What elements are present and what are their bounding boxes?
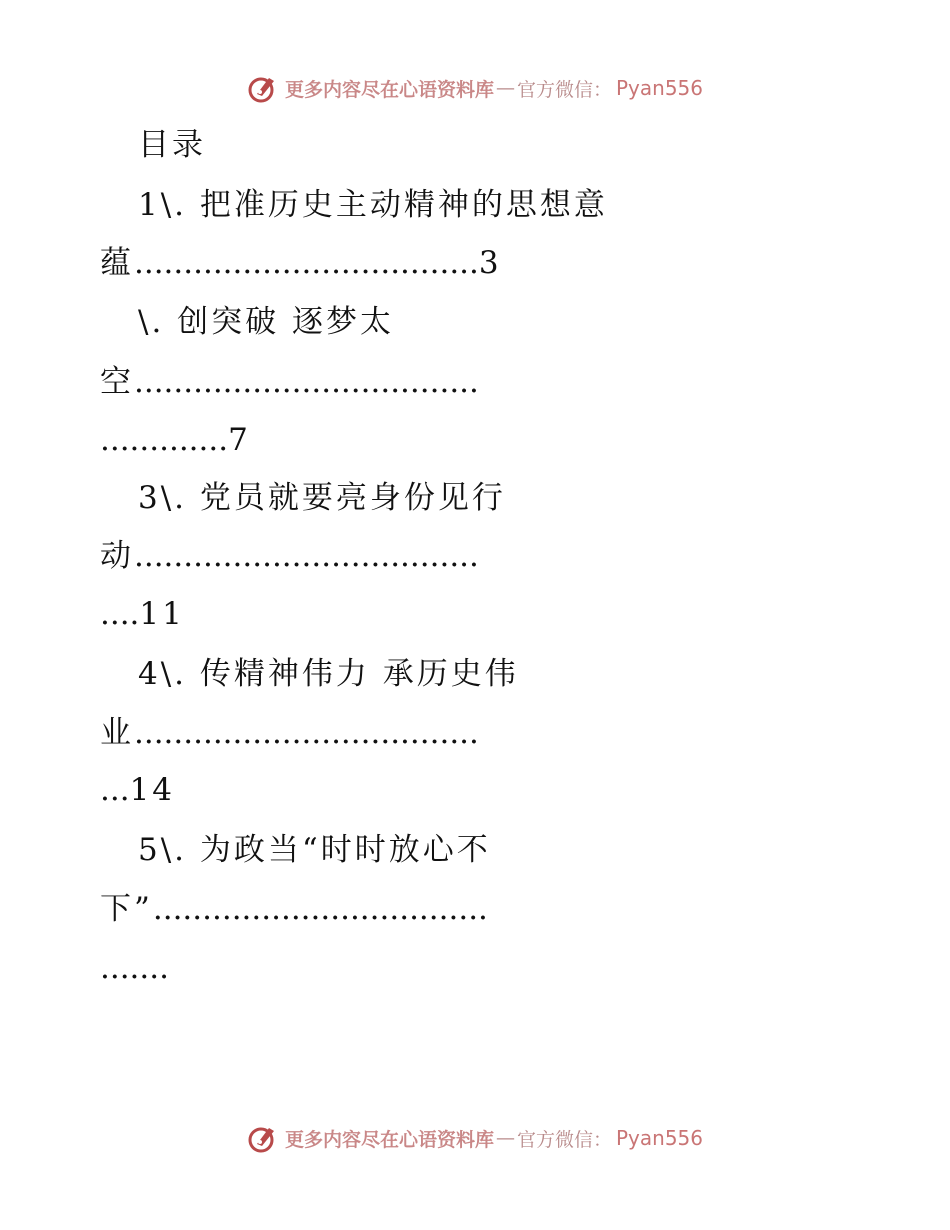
toc-entry-2-line xyxy=(100,362,479,402)
toc-entry-4-line xyxy=(100,713,479,753)
watermark-separator: — xyxy=(495,77,515,99)
toc-entry-4-line2 xyxy=(100,770,175,810)
toc-entry-3-tail: 动 xyxy=(100,538,134,574)
toc-entry-1-line xyxy=(100,243,502,283)
toc-entry-3-line xyxy=(100,536,479,576)
toc-entry-4-leader2: ... xyxy=(100,772,130,808)
toc-entry-3-page: 11 xyxy=(139,596,185,632)
toc-entry-5-head: 5\. 为政当“时时放心不 xyxy=(138,832,491,868)
toc-entry-1-page: 3 xyxy=(478,245,502,281)
toc-entry-1-leader: ................................... xyxy=(134,245,479,281)
toc-entry-5-leader2: ....... xyxy=(100,950,169,986)
toc-entry-5-line2 xyxy=(100,948,169,988)
toc-entry-2-page: 7 xyxy=(228,422,251,458)
watermark-wechat-label: 官方微信： xyxy=(516,1128,612,1151)
toc-entry-3-leader2: .... xyxy=(100,596,140,632)
toc-entry-4-head: 4\. 传精神伟力 承历史伟 xyxy=(138,656,519,692)
toc-entry-3-line2 xyxy=(100,594,185,634)
watermark-header xyxy=(0,72,950,104)
toc-entry-4-page: 14 xyxy=(129,772,176,808)
toc-entry-3-leader: ................................... xyxy=(134,538,479,574)
toc-entry-2-leader2: ............. xyxy=(100,422,229,458)
toc-entry-2-leader: ................................... xyxy=(134,364,479,400)
toc-entry-3-head: 3\. 党员就要亮身份见行 xyxy=(138,480,506,516)
watermark-footer xyxy=(0,1122,950,1154)
pen-nib-logo-icon xyxy=(247,72,279,104)
toc-title: 目录 xyxy=(138,127,206,163)
toc-entry-4-tail: 业 xyxy=(100,715,134,751)
toc-entry-2-tail: 空 xyxy=(100,364,134,400)
toc-entry-5-line xyxy=(100,889,488,929)
toc-entry-2-head: \. 创突破 逐梦太 xyxy=(138,304,395,340)
toc-entry-5-tail: 下” xyxy=(100,891,153,927)
watermark-main-text: 更多内容尽在心语资料库 xyxy=(284,78,494,101)
toc-entry-1-head: 1\. 把准历史主动精神的思想意 xyxy=(138,187,608,223)
watermark-separator: — xyxy=(495,1127,515,1149)
toc-entry-2-line2 xyxy=(100,420,251,460)
toc-entry-5-leader: .................................. xyxy=(152,891,488,927)
watermark-wechat-label: 官方微信： xyxy=(516,78,612,101)
toc-entry-1-tail: 蕴 xyxy=(100,245,134,281)
watermark-wechat-id: Pyan556 xyxy=(616,1126,704,1150)
toc-entry-4-leader: ................................... xyxy=(134,715,479,751)
watermark-wechat-id: Pyan556 xyxy=(616,76,704,100)
watermark-main-text: 更多内容尽在心语资料库 xyxy=(284,1128,494,1151)
pen-nib-logo-icon xyxy=(247,1122,279,1154)
